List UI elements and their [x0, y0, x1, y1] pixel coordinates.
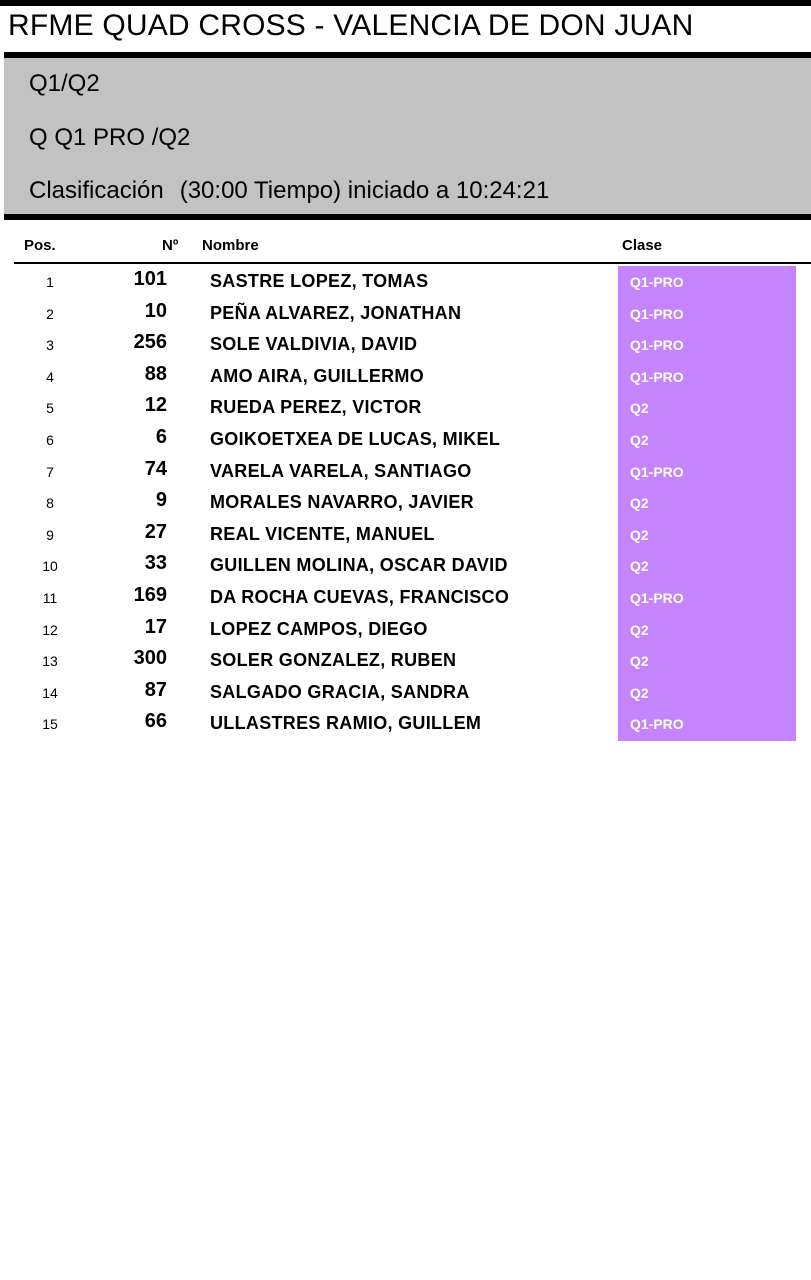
- row-number: 9: [155, 489, 167, 512]
- session-name: Q Q1 PRO /Q2: [29, 124, 191, 151]
- session-status: [29, 177, 549, 205]
- row-class: Q1-PRO: [630, 590, 684, 606]
- row-name: DA ROCHA CUEVAS, FRANCISCO: [210, 587, 510, 607]
- header-pos: Pos.: [24, 237, 56, 254]
- row-class: Q2: [630, 400, 649, 417]
- row-number: 300: [133, 647, 167, 670]
- header-number: Nº: [162, 237, 179, 254]
- table-row: [0, 298, 811, 330]
- row-number: 6: [155, 426, 167, 448]
- row-number: 12: [144, 394, 167, 417]
- row-name: VARELA VARELA, SANTIAGO: [210, 460, 472, 481]
- session-label: Clasificación: [29, 177, 164, 204]
- row-name: PEÑA ALVAREZ, JONATHAN: [210, 302, 462, 323]
- row-name: LOPEZ CAMPOS, DIEGO: [210, 618, 428, 639]
- row-pos: 6: [46, 432, 54, 448]
- row-number: 87: [144, 678, 167, 701]
- table-row: [0, 361, 811, 393]
- row-pos: 4: [46, 368, 54, 385]
- row-name: GOIKOETXEA DE LUCAS, MIKEL: [210, 429, 501, 449]
- row-name: SOLER GONZALEZ, RUBEN: [210, 650, 457, 671]
- table-row: [0, 708, 811, 740]
- session-group: Q1/Q2: [29, 70, 100, 97]
- row-pos: 5: [46, 400, 54, 417]
- row-pos: 10: [42, 558, 58, 575]
- row-pos: 9: [46, 526, 54, 543]
- row-class: Q2: [630, 526, 649, 543]
- table-row: [0, 550, 811, 582]
- row-pos: 8: [46, 495, 54, 512]
- table-row: [0, 456, 811, 488]
- row-name: AMO AIRA, GUILLERMO: [210, 365, 425, 386]
- table-row: [0, 614, 811, 646]
- header-class: Clase: [622, 237, 663, 254]
- table-row: [0, 487, 811, 519]
- row-pos: 7: [46, 463, 54, 480]
- table-row: [0, 329, 811, 361]
- row-number: 101: [133, 268, 167, 290]
- row-name: REAL VICENTE, MANUEL: [210, 523, 435, 544]
- header-name: Nombre: [202, 237, 259, 254]
- table-row: [0, 392, 811, 424]
- table-row: [0, 519, 811, 551]
- row-number: 66: [144, 710, 167, 733]
- row-class: Q1-PRO: [630, 716, 684, 733]
- event-title: RFME QUAD CROSS - VALENCIA DE DON JUAN: [8, 9, 694, 42]
- row-number: 17: [144, 615, 167, 638]
- row-class: Q2: [630, 558, 649, 575]
- table-row: [0, 424, 811, 456]
- row-class: Q2: [630, 653, 649, 670]
- table-row: [0, 677, 811, 709]
- results-table-header: [14, 236, 811, 264]
- row-name: GUILLEN MOLINA, OSCAR DAVID: [210, 555, 508, 576]
- row-pos: 11: [42, 590, 58, 606]
- row-number: 88: [144, 362, 167, 385]
- row-pos: 12: [42, 621, 58, 638]
- table-row: [0, 582, 811, 614]
- row-class: Q2: [630, 495, 649, 512]
- row-class: Q1-PRO: [630, 305, 684, 322]
- row-class: Q1-PRO: [630, 368, 684, 385]
- row-class: Q2: [630, 684, 649, 701]
- row-number: 33: [144, 552, 167, 575]
- row-number: 256: [133, 331, 167, 354]
- row-class: Q1-PRO: [630, 274, 684, 290]
- row-pos: 15: [42, 716, 58, 733]
- row-number: 74: [144, 457, 167, 480]
- row-number: 10: [144, 299, 167, 322]
- row-name: SOLE VALDIVIA, DAVID: [210, 334, 418, 355]
- row-class: Q1-PRO: [630, 463, 684, 480]
- row-name: RUEDA PEREZ, VICTOR: [210, 397, 422, 418]
- row-pos: 1: [46, 274, 54, 290]
- row-pos: 13: [42, 653, 58, 670]
- row-pos: 2: [46, 305, 54, 322]
- session-info-box: [4, 52, 811, 220]
- table-row: [0, 266, 811, 298]
- row-number: 169: [133, 584, 167, 606]
- row-class: Q2: [630, 621, 649, 638]
- session-duration: (30:00 Tiempo) iniciado a 10:24:21: [179, 177, 550, 204]
- row-name: SASTRE LOPEZ, TOMAS: [210, 271, 429, 291]
- row-name: SALGADO GRACIA, SANDRA: [210, 681, 470, 702]
- table-row: [0, 645, 811, 677]
- row-pos: 3: [46, 337, 54, 354]
- row-name: MORALES NAVARRO, JAVIER: [210, 492, 474, 513]
- row-number: 27: [144, 520, 167, 543]
- row-class: Q1-PRO: [630, 337, 684, 354]
- row-class: Q2: [630, 432, 649, 448]
- row-name: ULLASTRES RAMIO, GUILLEM: [210, 713, 482, 734]
- row-pos: 14: [42, 684, 58, 701]
